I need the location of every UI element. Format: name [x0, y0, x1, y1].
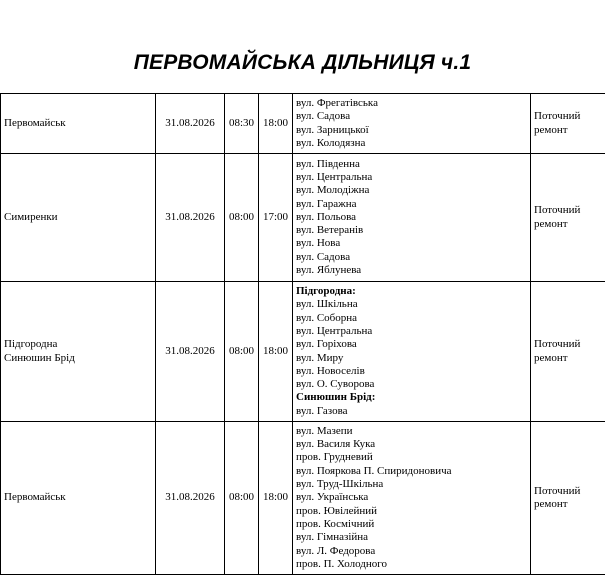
street-item: вул. Соборна [296, 311, 358, 324]
work-type: Поточний ремонт [534, 110, 581, 136]
street-item: вул. Колодязна [296, 136, 366, 149]
end-time-cell: 18:00 [259, 94, 293, 154]
start-time-cell: 08:00 [225, 154, 259, 282]
street-item: вул. Яблунева [296, 264, 362, 277]
date-cell: 31.08.2026 [156, 94, 225, 154]
end-time-cell: 18:00 [259, 282, 293, 422]
locality-cell [1, 154, 156, 282]
street-item: вул. Гімназійна [296, 531, 369, 544]
street-item: вул. Нова [296, 237, 341, 250]
end-time-cell: 17:00 [259, 154, 293, 282]
locality-name: Синюшин Брід [4, 351, 75, 364]
street-item: вул. Миру [296, 351, 344, 364]
street-item: вул. Пояркова П. Спиридоновича [296, 464, 452, 477]
locality-heading: Синюшин Брід: [296, 391, 376, 404]
table-row [1, 154, 605, 282]
locality-name: Первомайськ [4, 491, 66, 504]
street-item: вул. Горіхова [296, 338, 357, 351]
street-item: пров. П. Холодного [296, 557, 388, 570]
street-item: вул. Мазепи [296, 424, 353, 437]
work-type-cell [531, 154, 605, 282]
locality-cell [1, 94, 156, 154]
street-item: вул. Українська [296, 491, 369, 504]
work-type-cell [531, 94, 605, 154]
locality-cell [1, 282, 156, 422]
street-item: вул. Центральна [296, 170, 373, 183]
street-item: вул. Південна [296, 157, 360, 170]
streets-cell [293, 282, 531, 422]
work-type: Поточний ремонт [534, 204, 581, 230]
date-cell: 31.08.2026 [156, 422, 225, 575]
street-item: вул. Молодіжна [296, 184, 370, 197]
street-item: вул. Садова [296, 250, 351, 263]
date-cell: 31.08.2026 [156, 282, 225, 422]
date-cell: 31.08.2026 [156, 154, 225, 282]
street-item: вул. Польова [296, 210, 357, 223]
street-item: вул. Гаражна [296, 197, 357, 210]
street-item: вул. Фрегатівська [296, 96, 378, 109]
street-item: вул. Василя Кука [296, 438, 376, 451]
work-type-cell [531, 282, 605, 422]
locality-cell [1, 422, 156, 575]
streets-cell [293, 422, 531, 575]
street-item: пров. Космічний [296, 517, 375, 530]
street-item: вул. Труд-Шкільна [296, 478, 384, 491]
street-item: вул. Садова [296, 110, 351, 123]
street-item: вул. Новоселів [296, 364, 365, 377]
locality-name: Підгородна [4, 338, 58, 351]
work-type: Поточний ремонт [534, 484, 581, 510]
table-row [1, 282, 605, 422]
outage-schedule-table [0, 93, 605, 575]
end-time-cell: 18:00 [259, 422, 293, 575]
street-item: пров. Ювілейний [296, 504, 378, 517]
schedule-body [1, 94, 605, 575]
start-time-cell: 08:30 [225, 94, 259, 154]
start-time-cell: 08:00 [225, 282, 259, 422]
street-item: вул. Центральна [296, 324, 373, 337]
table-row [1, 422, 605, 575]
start-time-cell: 08:00 [225, 422, 259, 575]
locality-name: Первомайськ [4, 116, 66, 129]
table-row [1, 94, 605, 154]
street-item: вул. Шкільна [296, 298, 358, 311]
work-type-cell [531, 422, 605, 575]
streets-cell [293, 94, 531, 154]
locality-heading: Підгородна: [296, 285, 356, 298]
street-item: вул. Ветеранів [296, 224, 364, 237]
street-item: вул. Л. Федорова [296, 544, 376, 557]
work-type: Поточний ремонт [534, 338, 581, 364]
street-item: вул. Газова [296, 404, 348, 417]
street-item: вул. О. Суворова [296, 378, 375, 391]
locality-name: Симиренки [4, 210, 58, 223]
page-title: ПЕРВОМАЙСЬКА ДІЛЬНИЦЯ ч.1 [133, 51, 472, 74]
street-item: вул. Зарницької [296, 123, 369, 136]
street-item: пров. Грудневий [296, 451, 373, 464]
streets-cell [293, 154, 531, 282]
